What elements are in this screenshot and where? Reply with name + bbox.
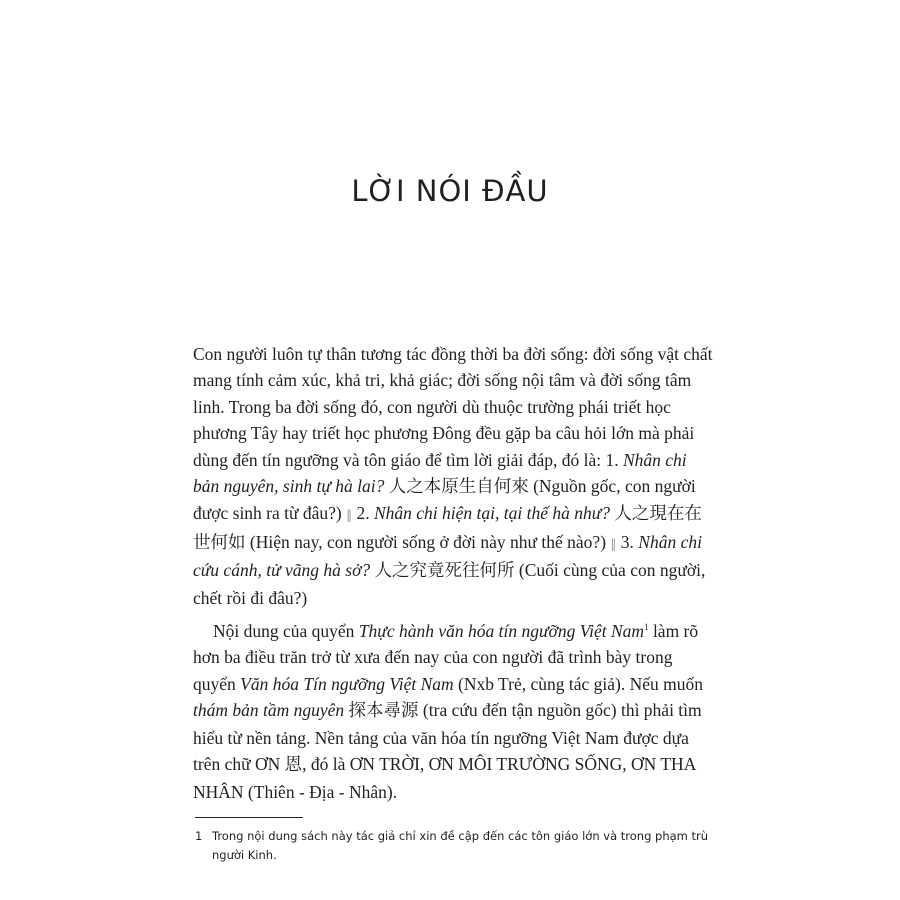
phrase-han: 探本尋源: [348, 701, 419, 722]
question-1-gloss: (Nguồn gốc, con người được sinh ra từ đâu?): [193, 476, 696, 524]
page-title: LỜI NÓI ĐẦU: [351, 174, 549, 208]
book-title-2: Văn hóa Tín ngưỡng Việt Nam: [240, 673, 454, 694]
question-2: Nhân chi hiện tại, tại thế hà như?: [373, 503, 611, 524]
paragraph-1: [193, 341, 713, 611]
para2-text: , đó là ƠN TRỜI, ƠN MÔI TRƯỜNG SỐNG, ƠN THA NHÂN (Thiên - Địa - Nhân).: [193, 754, 696, 802]
para1-text: Con người luôn tự thân tương tác đồng thời ba đời sống: đời sống vật chất mang tính cảm xúc, khả tri, khả giác; đời sống nội tâm và đời sống tâm linh. Trong ba đời sống đó, con người dù thuộc trường phái triết học phương Tây hay triết học phương Đông đều gặp ba câu hỏi lớn mà phải dùng đến tín ngưỡng và tôn giáo để tìm lời giải đáp, đó là: 1.: [193, 344, 713, 470]
body-text: [193, 341, 713, 805]
book-title-1: Thực hành văn hóa tín ngưỡng Việt Nam: [358, 621, 645, 642]
para2-text: Nội dung của quyển: [213, 621, 359, 642]
footnote-text: Trong nội dung sách này tác giả chỉ xin đề cập đến các tôn giáo lớn và trong phạm trù người Kinh.: [212, 829, 709, 862]
footnote-divider: [195, 817, 303, 818]
question-3-han: 人之究竟死往何所: [374, 561, 515, 582]
phrase-italic: thám bản tầm nguyên: [193, 700, 345, 721]
para2-text: (tra cứu đến tận nguồn gốc) thì phải tìm hiểu từ nền tảng. Nền tảng của văn hóa tín ngưỡng Việt Nam được dựa trên chữ ƠN: [193, 700, 702, 775]
question-3-gloss: (Cuối cùng của con người, chết rồi đi đâu?): [193, 560, 706, 608]
footnote-marker[interactable]: 1: [644, 622, 649, 633]
on-han: 恩: [284, 755, 303, 776]
footnote: [195, 827, 715, 865]
para2-text: làm rõ hơn ba điều trăn trở từ xưa đến nay của con người đã trình bày trong quyển: [193, 621, 699, 694]
footnote-number: 1: [195, 829, 203, 843]
question-2-number: 2.: [356, 503, 374, 524]
question-3-number: 3.: [620, 531, 639, 552]
question-3: Nhân chi cứu cánh, tử vãng hà sở?: [193, 531, 702, 581]
question-1-han: 人之本原生自何來: [388, 477, 529, 498]
question-2-han: 人之現在在世何如: [193, 504, 702, 553]
question-1: Nhân chi bản nguyên, sinh tự hà lai?: [193, 449, 687, 497]
separator: ‖: [610, 536, 617, 551]
para2-text: (Nxb Trẻ, cùng tác giả). Nếu muốn: [453, 673, 703, 694]
separator: ‖: [346, 508, 353, 523]
paragraph-2: [193, 618, 713, 805]
question-2-gloss: (Hiện nay, con người sống ở đời này như thế nào?): [249, 531, 607, 552]
